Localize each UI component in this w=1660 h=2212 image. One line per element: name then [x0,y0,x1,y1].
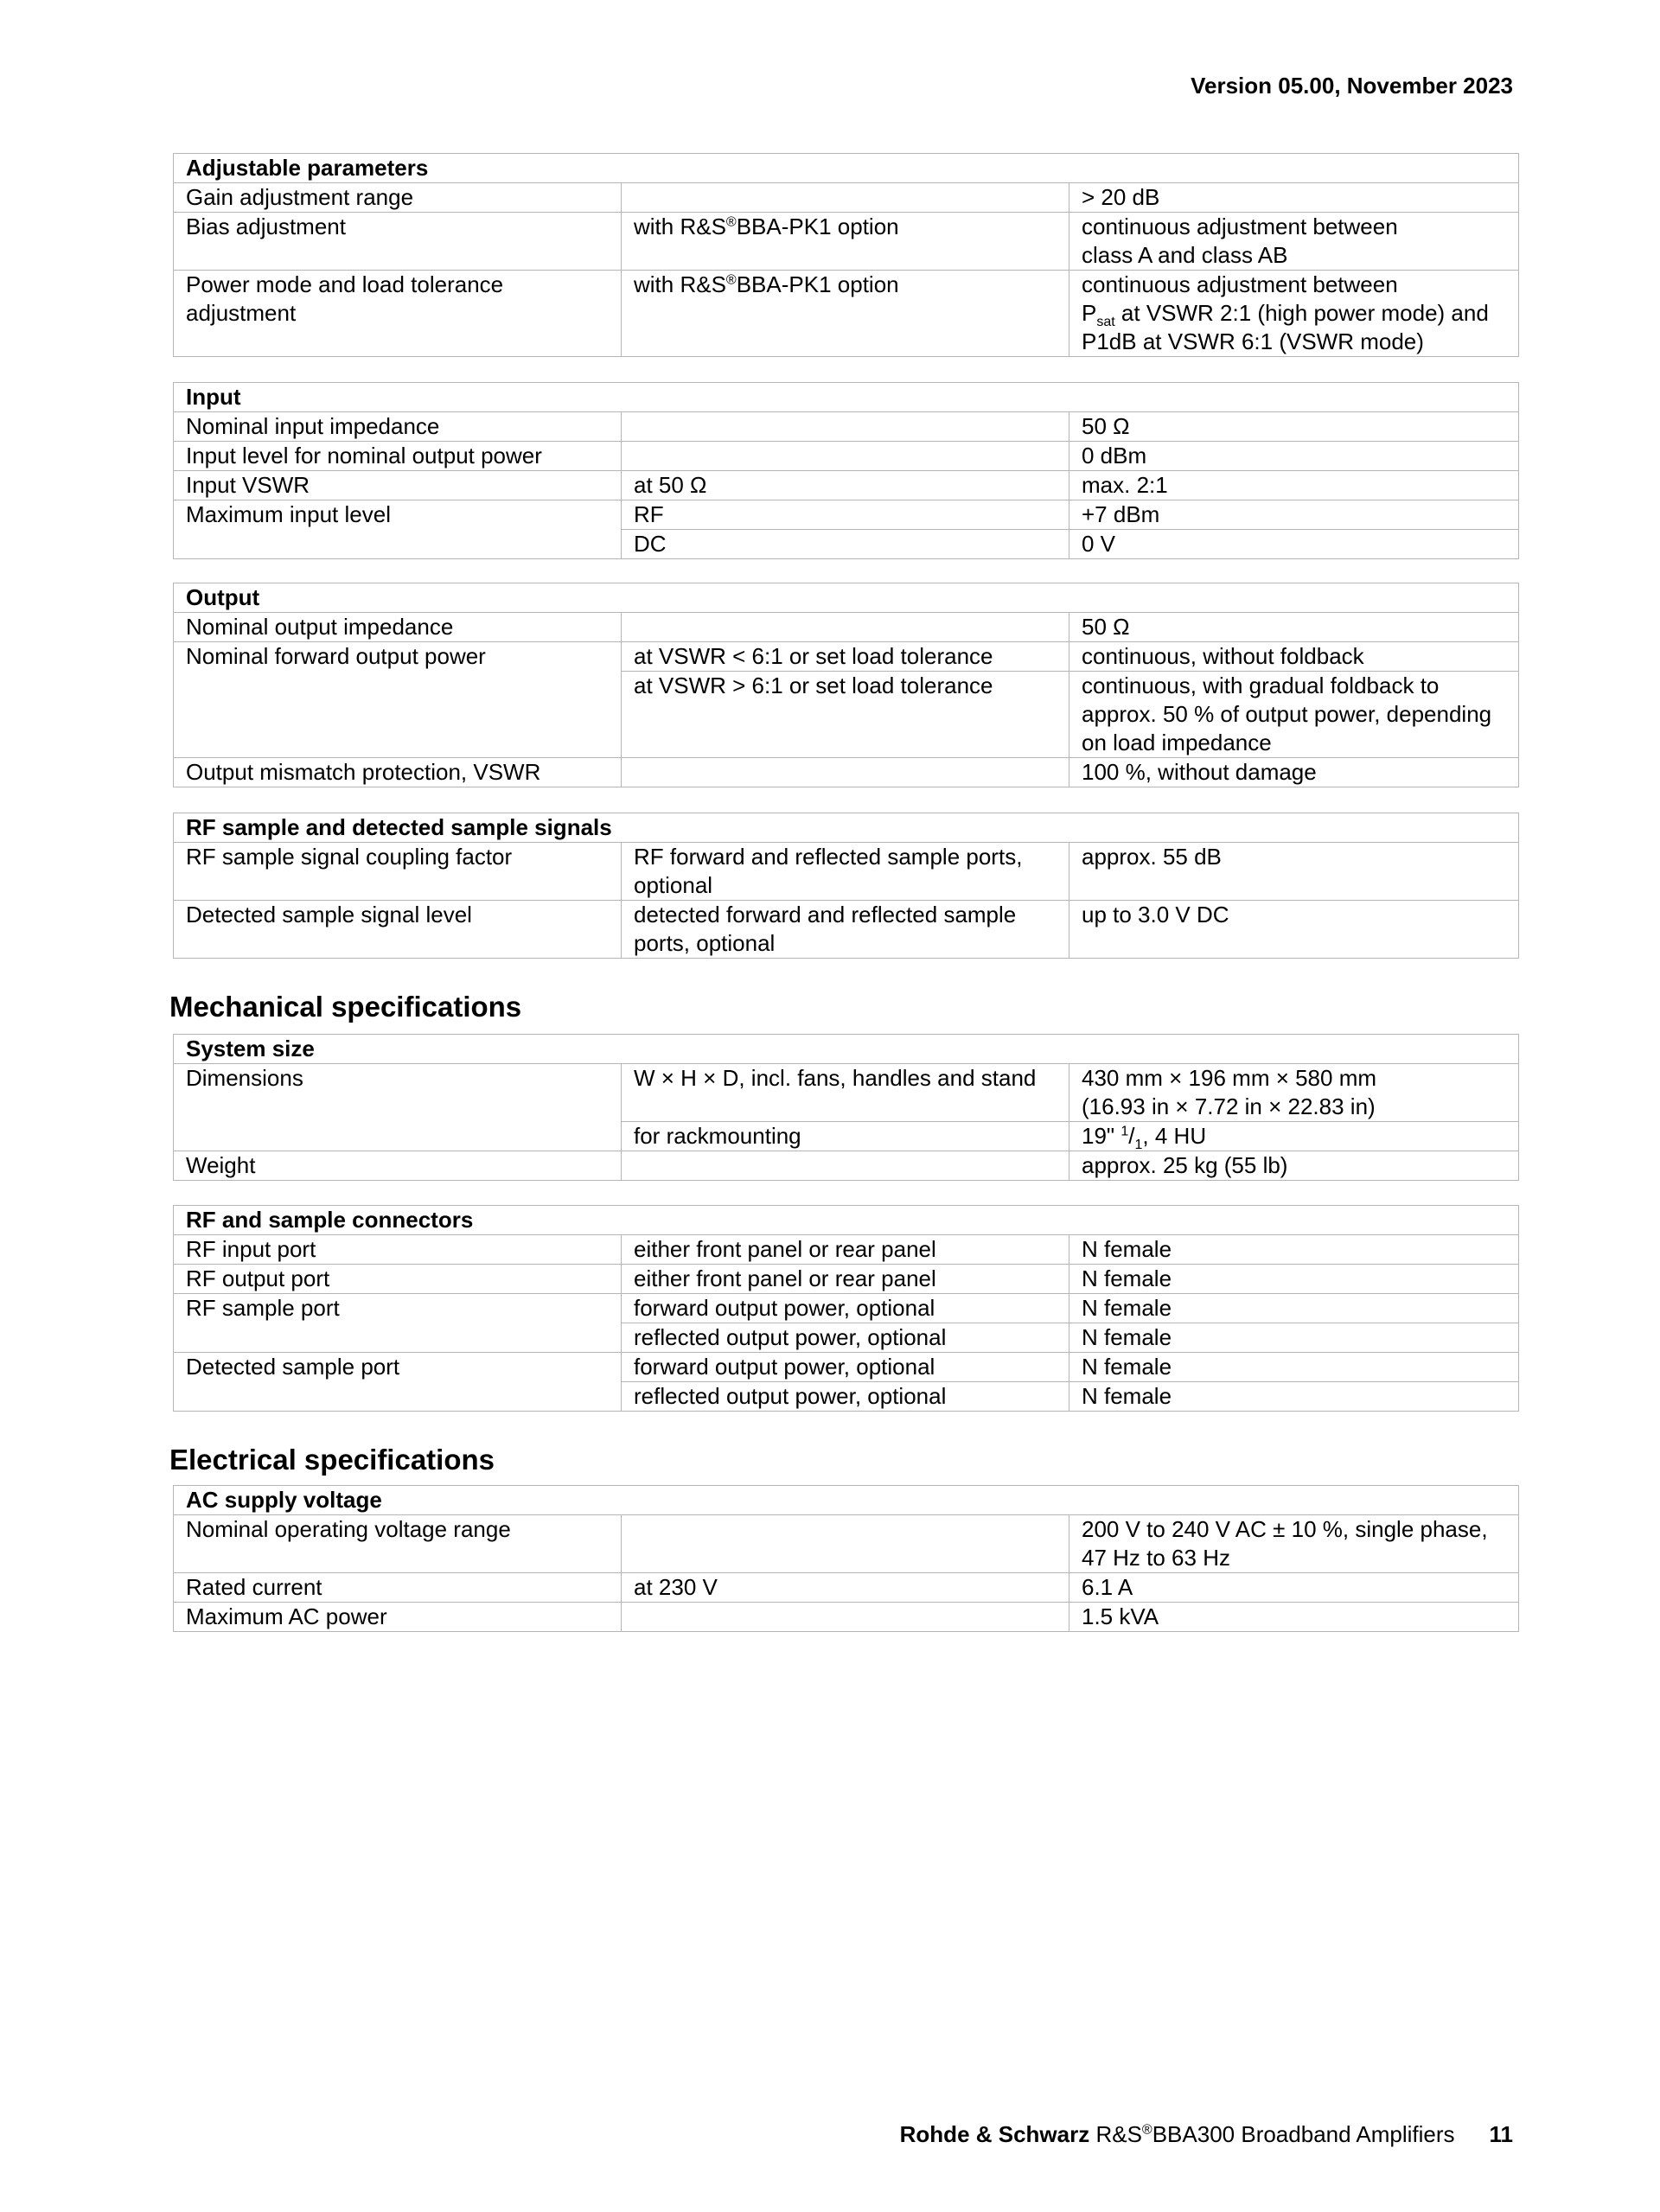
table-cell: at 230 V [622,1573,1069,1603]
table-row [174,901,1519,959]
table-cell: Power mode and load tolerance adjustment [174,271,622,357]
table-cell: RF input port [174,1235,622,1265]
table-cell: continuous, with gradual foldback to approx. 50 % of output power, depending on load impedance [1069,672,1519,758]
footer-product: R&S®BBA300 Broadband Amplifiers [1089,2121,1455,2147]
adjustable-parameters-table [173,153,1519,357]
table-row [174,500,1519,530]
table-cell [622,1151,1069,1181]
table-row [174,1515,1519,1573]
table-row [174,1573,1519,1603]
table-cell: N female [1069,1382,1519,1412]
table-cell: detected forward and reflected sample ports, optional [622,901,1069,959]
table-cell: 50 Ω [1069,412,1519,442]
table-cell: Nominal operating voltage range [174,1515,622,1573]
table-cell [622,1603,1069,1632]
table-cell: continuous adjustment between $P_{sat}$ at VSWR 2:1 (high power mode) and P1dB at VSWR 6:1 (VSWR mode) [1069,271,1519,357]
input-table [173,382,1519,559]
table-cell: forward output power, optional [622,1353,1069,1382]
output-table [173,583,1519,787]
table-cell: approx. 25 kg (55 lb) [1069,1151,1519,1181]
table-row [174,1294,1519,1323]
table-cell: W × H × D, incl. fans, handles and stand [622,1064,1069,1122]
table-row [174,1603,1519,1632]
document-version: Version 05.00, November 2023 [1191,73,1513,99]
table-row [174,530,1519,559]
table-header-row [174,813,1519,843]
table-header-row [174,583,1519,613]
table-cell: N female [1069,1323,1519,1353]
table-cell: forward output power, optional [622,1294,1069,1323]
table-cell: reflected output power, optional [622,1323,1069,1353]
table-cell: Weight [174,1151,622,1181]
system-size-table [173,1034,1519,1181]
table-cell: Input VSWR [174,471,622,500]
table-cell: N female [1069,1294,1519,1323]
table-cell: approx. 55 dB [1069,843,1519,901]
table-header-row [174,1206,1519,1235]
table-row [174,843,1519,901]
table-title: Output [174,583,1519,613]
table-cell: at VSWR < 6:1 or set load tolerance [622,642,1069,672]
table-cell: Nominal input impedance [174,412,622,442]
table-cell: at 50 Ω [622,471,1069,500]
electrical-heading: Electrical specifications [169,1444,495,1476]
table-cell: Detected sample port [174,1353,622,1382]
table-row [174,442,1519,471]
table-cell [622,1515,1069,1573]
table-title: AC supply voltage [174,1486,1519,1515]
table-title: RF and sample connectors [174,1206,1519,1235]
table-cell [622,758,1069,787]
table-row [174,271,1519,357]
table-cell: 430 mm × 196 mm × 580 mm (16.93 in × 7.72 in × 22.83 in) [1069,1064,1519,1122]
table-header-row [174,383,1519,412]
table-cell: Input level for nominal output power [174,442,622,471]
mechanical-heading: Mechanical specifications [169,991,522,1023]
table-cell: Bias adjustment [174,213,622,271]
table-row [174,1064,1519,1122]
table-cell: Output mismatch protection, VSWR [174,758,622,787]
table-cell: RF forward and reflected sample ports, optional [622,843,1069,901]
table-cell [622,412,1069,442]
table-header-row [174,154,1519,183]
connectors-table [173,1205,1519,1412]
ac-supply-table [173,1485,1519,1632]
table-row [174,1353,1519,1382]
table-row [174,412,1519,442]
table-cell: Detected sample signal level [174,901,622,959]
table-cell: reflected output power, optional [622,1382,1069,1412]
table-row [174,672,1519,758]
table-header-row [174,1035,1519,1064]
table-row [174,1122,1519,1151]
table-row [174,1382,1519,1412]
table-title: RF sample and detected sample signals [174,813,1519,843]
table-cell: N female [1069,1353,1519,1382]
table-title: Input [174,383,1519,412]
table-cell: N female [1069,1265,1519,1294]
table-cell: Gain adjustment range [174,183,622,213]
table-row [174,642,1519,672]
table-cell: for rackmounting [622,1122,1069,1151]
table-cell: Nominal output impedance [174,613,622,642]
table-title: Adjustable parameters [174,154,1519,183]
table-cell: continuous adjustment between class A and class AB [1069,213,1519,271]
table-row [174,183,1519,213]
table-cell [622,613,1069,642]
table-cell [622,442,1069,471]
table-cell: 50 Ω [1069,613,1519,642]
table-cell: 0 V [1069,530,1519,559]
table-cell: up to 3.0 V DC [1069,901,1519,959]
table-cell: RF sample signal coupling factor [174,843,622,901]
table-cell: Rated current [174,1573,622,1603]
table-cell: RF [622,500,1069,530]
table-cell [174,1382,622,1412]
table-cell: 1.5 kVA [1069,1603,1519,1632]
table-cell: with R&S®BBA-PK1 option [622,271,1069,357]
table-cell [174,530,622,559]
table-cell: Maximum input level [174,500,622,530]
table-cell: 0 dBm [1069,442,1519,471]
table-cell: 200 V to 240 V AC ± 10 %, single phase, 47 Hz to 63 Hz [1069,1515,1519,1573]
table-cell: > 20 dB [1069,183,1519,213]
table-cell: N female [1069,1235,1519,1265]
table-cell [174,1122,622,1151]
table-cell: with R&S®BBA-PK1 option [622,213,1069,271]
table-cell: Nominal forward output power [174,642,622,672]
table-cell [174,1323,622,1353]
table-cell: DC [622,530,1069,559]
table-cell: +7 dBm [1069,500,1519,530]
table-cell: either front panel or rear panel [622,1235,1069,1265]
table-row [174,471,1519,500]
table-row [174,1323,1519,1353]
table-cell [622,183,1069,213]
table-row [174,613,1519,642]
table-cell: Maximum AC power [174,1603,622,1632]
table-cell: continuous, without foldback [1069,642,1519,672]
table-cell: 19" $^1/_1$, 4 HU [1069,1122,1519,1151]
table-cell: RF sample port [174,1294,622,1323]
table-cell [174,672,622,758]
table-title: System size [174,1035,1519,1064]
table-header-row [174,1486,1519,1515]
footer-brand: Rohde & Schwarz [899,2121,1090,2147]
rf-sample-table [173,813,1519,959]
table-cell: RF output port [174,1265,622,1294]
table-row [174,1151,1519,1181]
table-row [174,1265,1519,1294]
table-cell: Dimensions [174,1064,622,1122]
table-cell: at VSWR > 6:1 or set load tolerance [622,672,1069,758]
table-row [174,1235,1519,1265]
page-footer [900,2121,1513,2148]
table-cell: either front panel or rear panel [622,1265,1069,1294]
table-cell: max. 2:1 [1069,471,1519,500]
table-row [174,758,1519,787]
table-row [174,213,1519,271]
page-number: 11 [1489,2121,1513,2147]
table-cell: 100 %, without damage [1069,758,1519,787]
table-cell: 6.1 A [1069,1573,1519,1603]
